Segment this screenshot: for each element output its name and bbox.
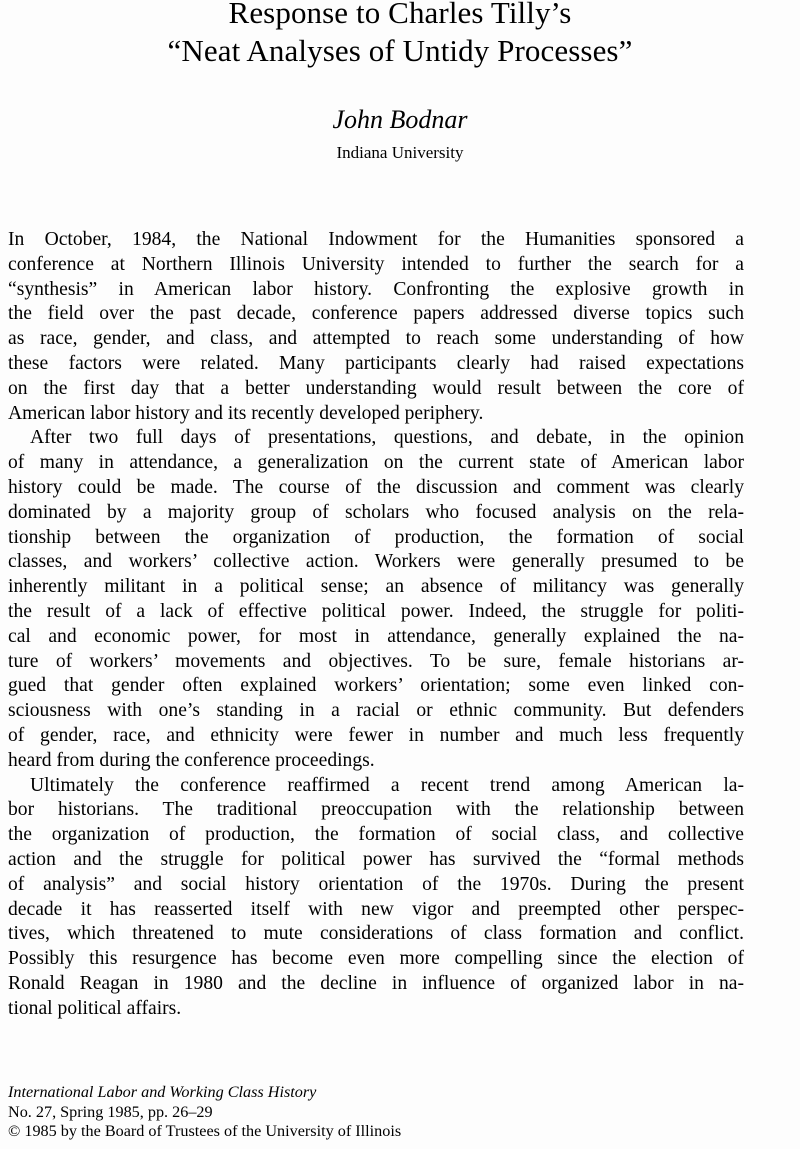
footer-journal-name: International Labor and Working Class History (8, 1083, 317, 1101)
text-line: inherently militant in a political sense; an absence of militancy was generally (8, 576, 744, 598)
text-line: American labor history and its recently developed periphery. (8, 402, 484, 424)
text-line: “synthesis” in American labor history. Confronting the explosive growth in (8, 278, 744, 300)
text-line: Possibly this resurgence has become even more compelling since the election of (8, 948, 744, 970)
text-line: as race, gender, and class, and attempted to reach some understanding of how (8, 328, 744, 350)
footer-copyright: © 1985 by the Board of Trustees of the University of Illinois (8, 1122, 402, 1140)
text-line: the result of a lack of effective political power. Indeed, the struggle for politi- (8, 600, 744, 622)
paragraph-3 (8, 774, 744, 1022)
text-line: After two full days of presentations, questions, and debate, in the opinion (30, 427, 744, 449)
paragraph-1 (8, 228, 744, 426)
text-line: bor historians. The traditional preoccupation with the relationship between (8, 799, 744, 821)
text-line: Ronald Reagan in 1980 and the decline in influence of organized labor in na- (8, 972, 744, 994)
text-line: classes, and workers’ collective action. Workers were generally presumed to be (8, 551, 744, 573)
author-name: John Bodnar (332, 105, 468, 134)
text-line: decade it has reasserted itself with new vigor and preempted other perspec- (8, 898, 744, 920)
text-line: on the first day that a better understanding would result between the core of (8, 377, 744, 399)
journal-footer (8, 1083, 748, 1142)
text-line: heard from during the conference proceedings. (8, 749, 375, 771)
title-line-1: Response to Charles Tilly’s (228, 0, 572, 30)
text-line: the field over the past decade, conference papers addressed diverse topics such (8, 303, 744, 325)
title-line-2: “Neat Analyses of Untidy Processes” (167, 33, 633, 68)
text-line: Ultimately the conference reaffirmed a recent trend among American la- (30, 774, 744, 796)
text-line: sciousness with one’s standing in a racial or ethnic community. But defenders (8, 700, 744, 722)
text-line: gued that gender often explained workers’ orientation; some even linked con- (8, 675, 744, 697)
text-line: conference at Northern Illinois University intended to further the search for a (8, 253, 744, 275)
text-line: action and the struggle for political power has survived the “formal methods (8, 848, 744, 870)
text-line: tionship between the organization of production, the formation of social (8, 526, 744, 548)
text-line: the organization of production, the formation of social class, and collective (8, 824, 744, 846)
author-affiliation: Indiana University (336, 143, 464, 162)
text-line: of many in attendance, a generalization on the current state of American labor (8, 452, 744, 474)
text-line: of analysis” and social history orientation of the 1970s. During the present (8, 873, 744, 895)
text-line: these factors were related. Many participants clearly had raised expectations (8, 352, 744, 374)
text-line: of gender, race, and ethnicity were fewer in number and much less frequently (8, 724, 744, 746)
text-line: cal and economic power, for most in attendance, generally explained the na- (8, 625, 744, 647)
article-title (0, 0, 800, 70)
text-line: dominated by a majority group of scholars who focused analysis on the rela- (8, 501, 744, 523)
text-line: ture of workers’ movements and objectives. To be sure, female historians ar- (8, 650, 744, 672)
paragraph-2 (8, 426, 744, 773)
text-line: history could be made. The course of the discussion and comment was clearly (8, 476, 744, 498)
text-line: tives, which threatened to mute considerations of class formation and conflict. (8, 923, 744, 945)
footer-issue-info: No. 27, Spring 1985, pp. 26–29 (8, 1102, 213, 1121)
article-body (8, 228, 744, 1022)
text-line: tional political affairs. (8, 997, 182, 1019)
text-line: In October, 1984, the National Indowment for the Humanities sponsored a (8, 229, 744, 250)
